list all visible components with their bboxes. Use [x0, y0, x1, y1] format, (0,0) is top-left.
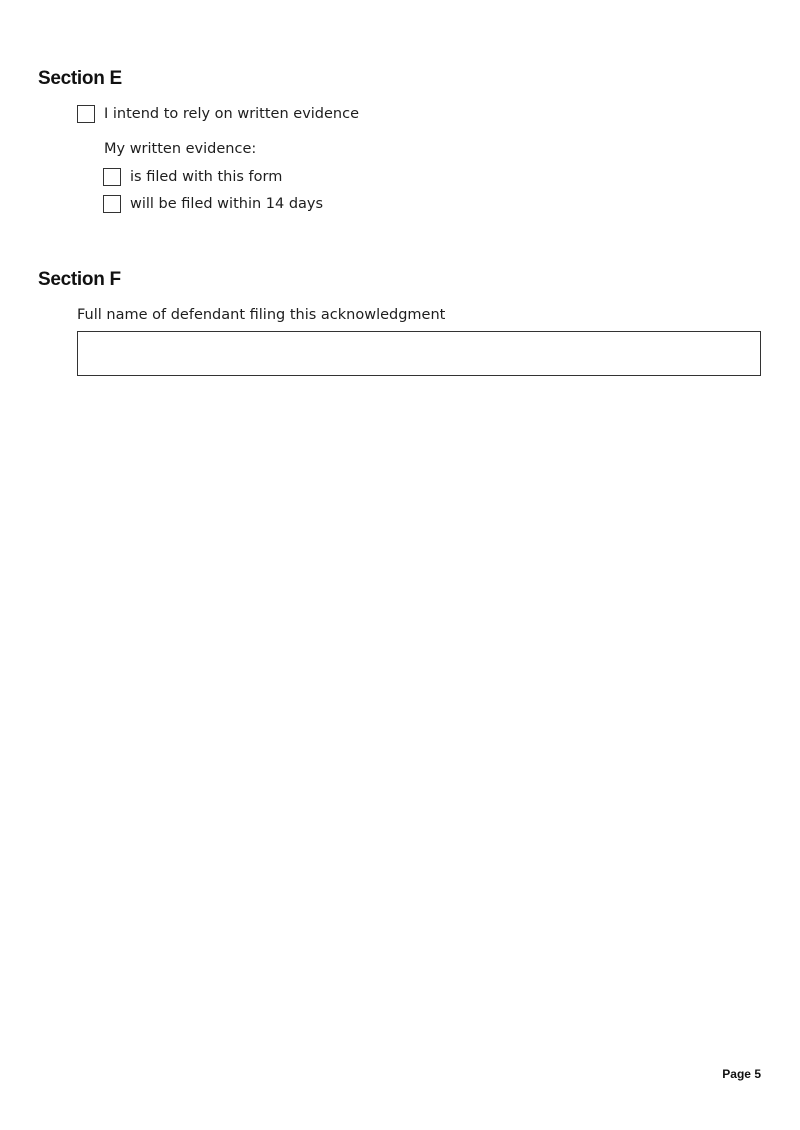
full-name-label: Full name of defendant filing this acknowledgment — [77, 307, 446, 323]
filed-within-14-days-label: will be filed within 14 days — [130, 196, 324, 212]
section-e-heading: Section E — [38, 68, 122, 89]
filed-with-form-label: is filed with this form — [130, 169, 283, 185]
filed-within-14-days-checkbox[interactable] — [103, 195, 121, 213]
full-name-input[interactable] — [77, 331, 761, 376]
written-evidence-label: My written evidence: — [104, 141, 257, 157]
section-f-heading: Section F — [38, 269, 121, 290]
page-number: Page 5 — [722, 1067, 761, 1081]
rely-on-written-evidence-checkbox[interactable] — [77, 105, 95, 123]
rely-on-written-evidence-label: I intend to rely on written evidence — [104, 106, 360, 122]
filed-with-form-checkbox[interactable] — [103, 168, 121, 186]
